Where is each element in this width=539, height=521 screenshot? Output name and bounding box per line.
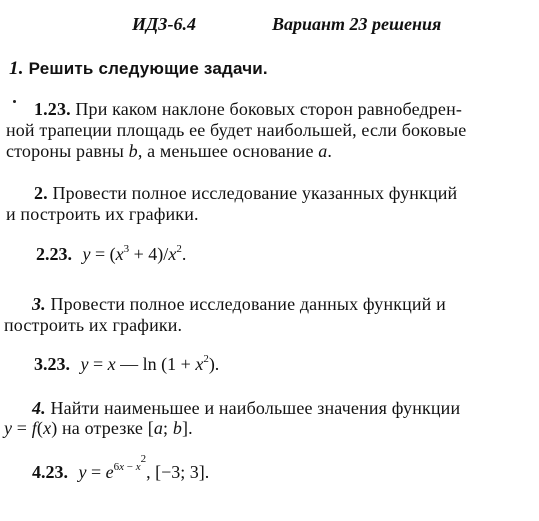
task2-text1: Провести полное исследование указанных функций (52, 183, 458, 203)
problem-1-23-number: 1.23. (34, 99, 71, 119)
variant-title: Вариант 23 решения (272, 14, 442, 34)
doc-title: ИДЗ-6.4 (132, 14, 196, 34)
problem-1-23-line3 (6, 141, 332, 162)
task4-line1 (32, 398, 460, 419)
problem-2-23 (36, 244, 186, 265)
section1-number: 1. (9, 58, 24, 79)
task4-number: 4. (32, 398, 46, 418)
var-b: b (128, 141, 138, 161)
section1-text: Решить следующие задачи. (28, 59, 268, 78)
problem-3-23-formula: y = x — $\ln (1 + x^2)$. (80, 353, 220, 374)
task3-text1: Провести полное исследование данных функций и (50, 294, 446, 314)
stray-dot (13, 100, 16, 103)
problem-2-23-formula: $y = (x^3 + 4)/x^2$. (82, 243, 187, 264)
problem-1-23-line2: ной трапеции площадь ее будет наибольшей, если боковые (6, 120, 467, 140)
task3-line2: построить их графики. (4, 315, 183, 335)
task2-line2: и построить их графики. (6, 204, 199, 224)
problem-1-23-text3c: , а меньшее основание (137, 141, 319, 161)
problem-3-23-number: 3.23. (34, 354, 70, 374)
problem-4-23-formula: $y = e^{6x - x^2}$, [−3; 3]. (78, 453, 210, 482)
problem-1-23-text3e: . (327, 141, 333, 161)
task4-line2: y = f(x) на отрезке [a; b]. (4, 418, 193, 438)
task3-line1 (32, 294, 446, 315)
task2-number: 2. (34, 183, 48, 203)
problem-1-23-text3a: стороны равны (6, 141, 129, 161)
problem-4-23 (32, 453, 210, 483)
task3-number: 3. (32, 294, 46, 314)
task4-text1: Найти наименьшее и наибольшее значения функции (50, 398, 461, 418)
problem-4-23-number: 4.23. (32, 462, 68, 482)
section1-heading (9, 58, 268, 80)
task2-line1 (34, 183, 457, 204)
problem-3-23 (34, 354, 219, 375)
problem-1-23-text1: При каком наклоне боковых сторон равнобедрен- (75, 99, 463, 119)
problem-2-23-number: 2.23. (36, 244, 72, 264)
var-a: a (318, 141, 328, 161)
problem-1-23-line1 (34, 99, 462, 120)
